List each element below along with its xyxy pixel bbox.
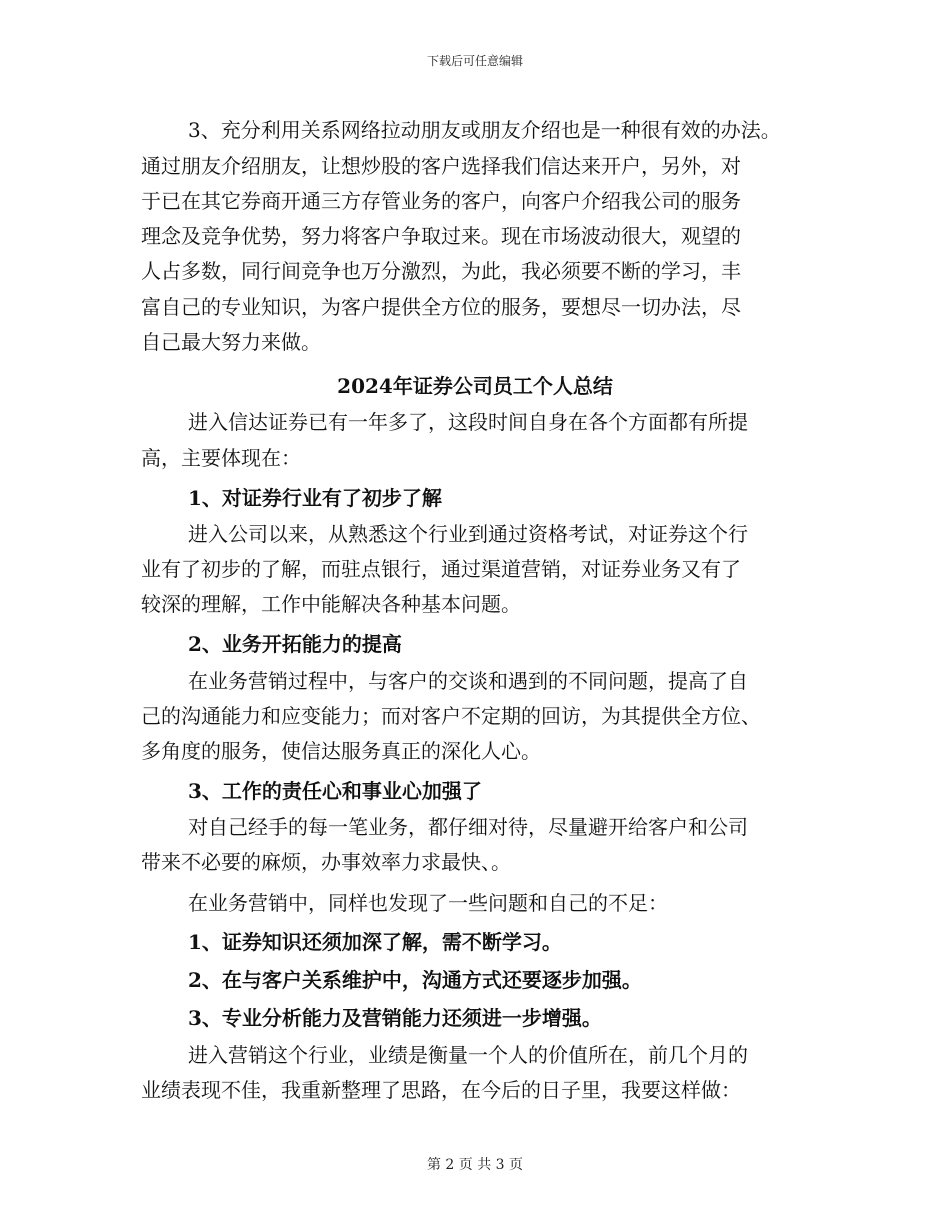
paragraph-line: 富自己的专业知识，为客户提供全方位的服务，要想尽一切办法，尽 [141,295,741,319]
paragraph-line: 进入营销这个行业，业绩是衡量一个人的价值所在，前几个月的 [188,1043,748,1067]
paragraph-line: 多角度的服务，使信达服务真正的深化人心。 [141,739,541,763]
paragraph-line: 较深的理解，工作中能解决各种基本问题。 [141,592,521,616]
subheading: 3、工作的责任心和事业心加强了 [188,779,482,803]
paragraph-line: 业有了初步的了解，而驻点银行，通过渠道营销，对证券业务又有了 [141,557,741,581]
list-item: 2、在与客户关系维护中，沟通方式还要逐步加强。 [188,968,642,992]
paragraph-line: 高，主要体现在： [141,446,301,470]
section-title: 2024年证券公司员工个人总结 [337,374,613,398]
paragraph-line: 己的沟通能力和应变能力；而对客户不定期的回访，为其提供全方位、 [141,704,761,728]
list-item: 1、证券知识还须加深了解，需不断学习。 [188,930,562,954]
page-footer: 第 2 页 共 3 页 [426,1157,524,1173]
page-header: 下载后可任意编辑 [426,54,523,68]
paragraph-line: 3、充分利用关系网络拉动朋友或朋友介绍也是一种很有效的办法。 [188,118,781,142]
paragraph-line: 在业务营销过程中，与客户的交谈和遇到的不同问题，提高了自 [188,669,748,693]
paragraph-line: 对自己经手的每一笔业务，都仔细对待，尽量避开给客户和公司 [188,815,748,839]
subheading: 2、业务开拓能力的提高 [188,632,402,656]
list-item: 3、专业分析能力及营销能力还须进一步增强。 [188,1006,602,1030]
subheading: 1、对证券行业有了初步了解 [188,486,442,510]
paragraph-line: 理念及竞争优势，努力将客户争取过来。现在市场波动很大，观望的 [141,224,741,248]
paragraph-line: 通过朋友介绍朋友，让想炒股的客户选择我们信达来开户，另外，对 [141,154,741,178]
paragraph-line: 自己最大努力来做。 [141,330,321,354]
paragraph-line: 业绩表现不佳，我重新整理了思路，在今后的日子里，我要这样做： [141,1078,741,1102]
paragraph-line: 人占多数，同行间竞争也万分激烈，为此，我必须要不断的学习，丰 [141,259,741,283]
paragraph-line: 于已在其它券商开通三方存管业务的客户，向客户介绍我公司的服务 [141,189,741,213]
paragraph-line: 在业务营销中，同样也发现了一些问题和自己的不足： [188,891,668,915]
paragraph-line: 进入公司以来，从熟悉这个行业到通过资格考试，对证券这个行 [188,522,748,546]
paragraph-line: 进入信达证券已有一年多了，这段时间自身在各个方面都有所提 [188,410,748,434]
paragraph-line: 带来不必要的麻烦，办事效率力求最快、。 [141,850,511,874]
